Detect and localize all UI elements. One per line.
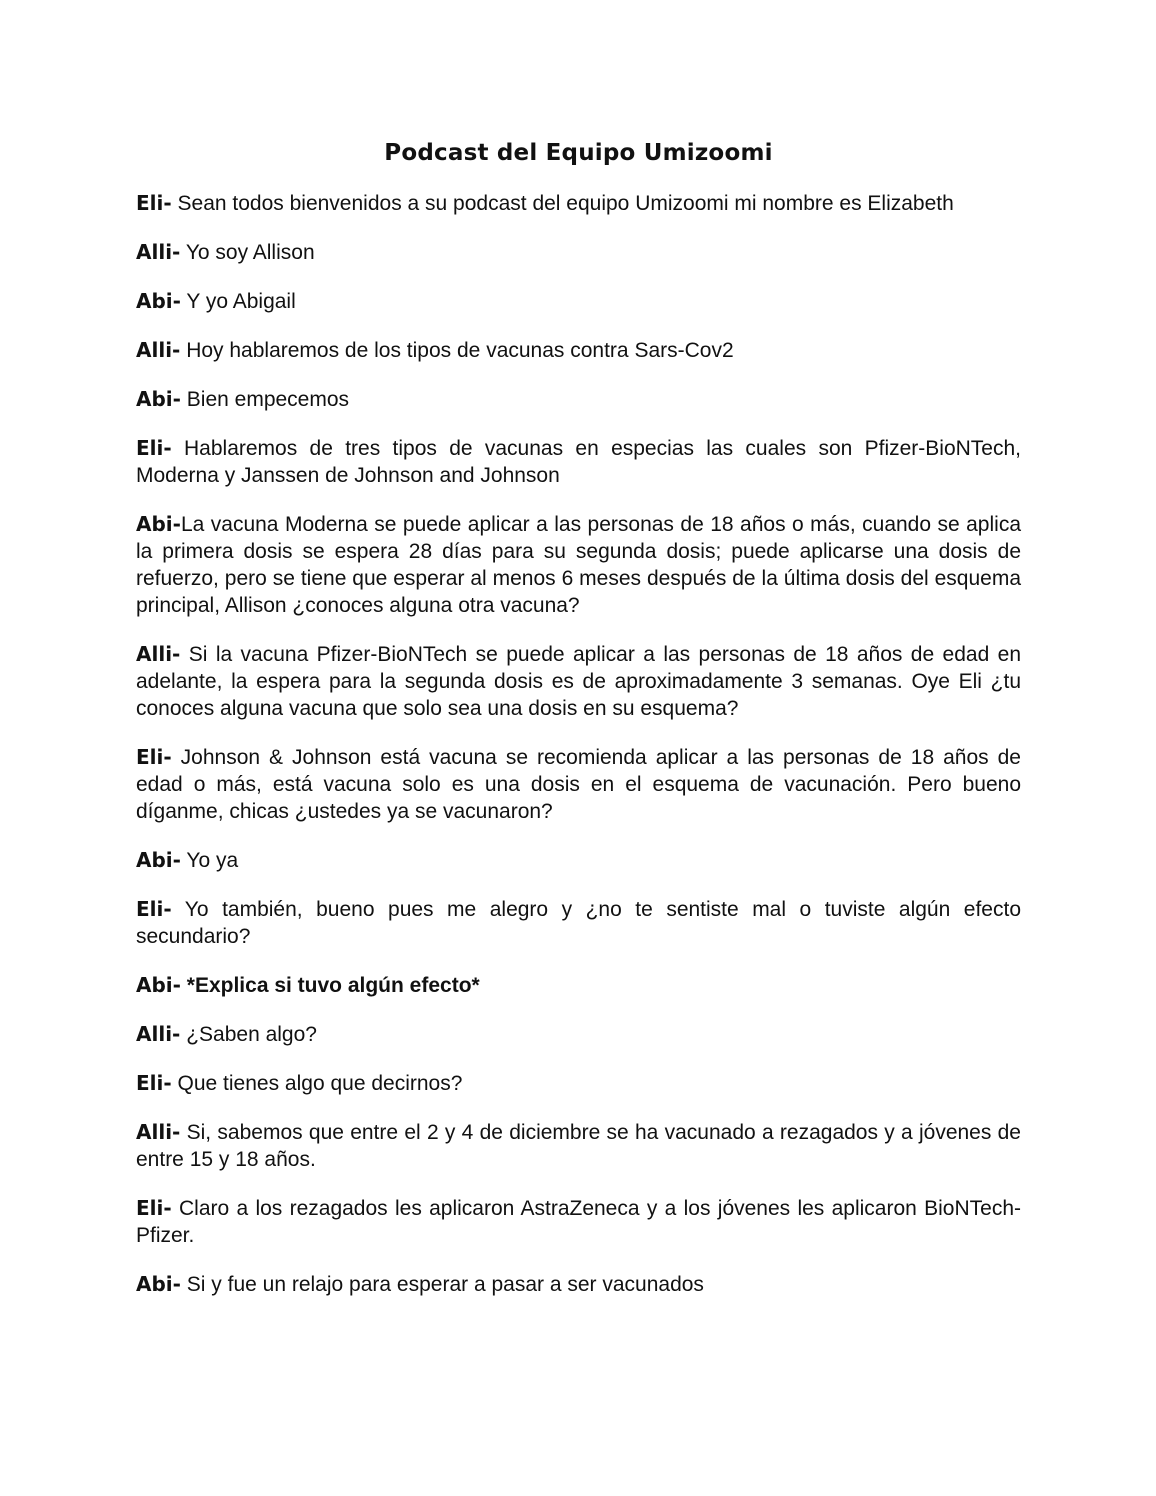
dialogue-line: [136, 337, 1021, 364]
dialogue-text: Si la vacuna Pfizer-BioNTech se puede aplicar a las personas de 18 años de edad en adelante, la espera para la segunda dosis es de aproximadamente 3 semanas. Oye Eli ¿tu conoces alguna vacuna que solo sea una dosis en su esquema?: [136, 643, 1021, 720]
speaker-label: Abi-: [136, 387, 181, 411]
dialogue-text: Yo también, bueno pues me alegro y ¿no te sentiste mal o tuviste algún efecto secundario?: [136, 898, 1021, 948]
speaker-label: Eli-: [136, 436, 172, 460]
dialogue-text: La vacuna Moderna se puede aplicar a las personas de 18 años o más, cuando se aplica la primera dosis se espera 28 días para su segunda dosis; puede aplicarse una dosis de refuerzo, pero se tiene que esperar al menos 6 meses después de la última dosis del esquema principal, Allison ¿conoces alguna otra vacuna?: [136, 513, 1021, 617]
speaker-label: Abi-: [136, 848, 181, 872]
speaker-label: Abi-: [136, 512, 181, 536]
speaker-label: Eli-: [136, 745, 172, 769]
dialogue-line: [136, 744, 1021, 825]
dialogue-transcript: [136, 190, 1021, 1298]
speaker-label: Abi-: [136, 973, 181, 997]
dialogue-text: Claro a los rezagados les aplicaron AstraZeneca y a los jóvenes les aplicaron BioNTech-Pfizer.: [136, 1197, 1021, 1247]
dialogue-line: [136, 641, 1021, 722]
dialogue-text: Que tienes algo que decirnos?: [171, 1072, 463, 1095]
speaker-label: Alli-: [136, 642, 181, 666]
dialogue-text: Si, sabemos que entre el 2 y 4 de diciembre se ha vacunado a rezagados y a jóvenes de entre 15 y 18 años.: [136, 1121, 1021, 1171]
speaker-label: Eli-: [136, 897, 172, 921]
dialogue-text: Johnson & Johnson está vacuna se recomienda aplicar a las personas de 18 años de edad o más, está vacuna solo es una dosis en el esquema de vacunación. Pero bueno díganme, chicas ¿ustedes ya se vacunaron?: [136, 746, 1021, 823]
dialogue-text: Bien empecemos: [180, 388, 350, 411]
dialogue-line: [136, 1021, 1021, 1048]
dialogue-line: [136, 1271, 1021, 1298]
speaker-label: Alli-: [136, 1120, 181, 1144]
dialogue-text: Y yo Abigail: [180, 290, 296, 313]
dialogue-line: [136, 386, 1021, 413]
document-title: Podcast del Equipo Umizoomi: [384, 140, 773, 166]
dialogue-text: Yo ya: [180, 849, 239, 872]
dialogue-line: [136, 435, 1021, 489]
dialogue-line: [136, 190, 1021, 217]
dialogue-line: [136, 1070, 1021, 1097]
dialogue-text: ¿Saben algo?: [180, 1023, 317, 1046]
speaker-label: Eli-: [136, 1071, 172, 1095]
dialogue-line: [136, 896, 1021, 950]
dialogue-text: Yo soy Allison: [180, 241, 315, 264]
dialogue-text: Hablaremos de tres tipos de vacunas en especias las cuales son Pfizer-BioNTech, Moderna y Janssen de Johnson and Johnson: [136, 437, 1021, 487]
speaker-label: Abi-: [136, 1272, 181, 1296]
dialogue-line: [136, 288, 1021, 315]
speaker-label: Alli-: [136, 240, 181, 264]
speaker-label: Eli-: [136, 1196, 172, 1220]
speaker-label: Alli-: [136, 1022, 181, 1046]
dialogue-line: [136, 239, 1021, 266]
dialogue-text: *Explica si tuvo algún efecto*: [180, 974, 480, 997]
dialogue-text: Si y fue un relajo para esperar a pasar a ser vacunados: [180, 1273, 704, 1296]
dialogue-text: Hoy hablaremos de los tipos de vacunas contra Sars-Cov2: [180, 339, 734, 362]
dialogue-line: [136, 1195, 1021, 1249]
dialogue-line: [136, 511, 1021, 619]
speaker-label: Abi-: [136, 289, 181, 313]
speaker-label: Alli-: [136, 338, 181, 362]
dialogue-line: [136, 1119, 1021, 1173]
speaker-label: Eli-: [136, 191, 172, 215]
document-page: [136, 140, 1021, 1320]
dialogue-text: Sean todos bienvenidos a su podcast del equipo Umizoomi mi nombre es Elizabeth: [171, 192, 954, 215]
dialogue-line: [136, 972, 1021, 999]
dialogue-line: [136, 847, 1021, 874]
